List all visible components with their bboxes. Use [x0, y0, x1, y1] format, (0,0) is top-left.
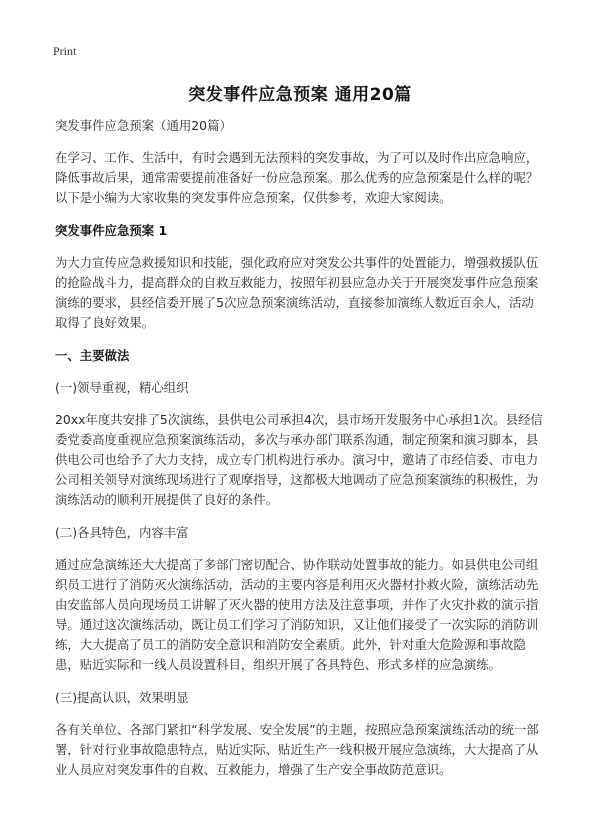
- paragraph-3: 各有关单位、各部门紧扣“科学发展、安全发展”的主题，按照应急预案演练活动的统一部署，针对行业事故隐患特点，贴近实际、贴近生产一线积极开展应急演练，大大提高了从业人员应对突发事件的自救、互救能力，增强了生产安全事故防范意识。: [55, 722, 539, 777]
- page-title: 突发事件应急预案 通用20篇: [188, 85, 412, 105]
- subheading-3: (三)提高认识，效果明显: [55, 690, 189, 705]
- subheading-1: (一)领导重视，精心组织: [55, 380, 189, 395]
- part-heading: 一、主要做法: [55, 348, 130, 363]
- subheading-2: (二)各具特色，内容丰富: [55, 525, 189, 540]
- print-link[interactable]: Print: [53, 44, 77, 58]
- document-subtitle: 突发事件应急预案（通用20篇）: [55, 118, 232, 133]
- paragraph-2: 通过应急演练还大大提高了多部门密切配合、协作联动处置事故的能力。如县供电公司组织员工进行了消防灭火演练活动，活动的主要内容是利用灭火器材扑救火险，演练活动先由安监部人员向现场员工讲解了灭火器的使用方法及注意事项，并作了火灾扑救的演示指导。通过这次演练活动，既让员工们学习了消防知识，又让他们接受了一次实际的消防训练，大大提高了员工的消防安全意识和消防安全素质。此外，针对重大危险源和事故隐患，贴近实际和一线人员设置科目，组织开展了各具特色、形式多样的应急演练。: [55, 557, 539, 672]
- document-body: [55, 116, 545, 793]
- section-paragraph: 为大力宣传应急救援知识和技能，强化政府应对突发公共事件的处置能力，增强救援队伍的抢险战斗力，提高群众的自救互救能力，按照年初县应急办关于开展突发事件应急预案演练的要求，县经信委开展了5次应急预案演练活动，直接参加演练人数近百余人，活动取得了良好效果。: [55, 255, 539, 330]
- intro-paragraph: 在学习、工作、生活中，有时会遇到无法预料的突发事故，为了可以及时作出应急响应，降低事故后果，通常需要提前准备好一份应急预案。那么优秀的应急预案是什么样的呢？以下是小编为大家收集的突发事件应急预案，仅供参考，欢迎大家阅读。: [55, 150, 539, 205]
- section-heading: 突发事件应急预案 1: [55, 223, 168, 238]
- paragraph-1: 20xx年度共安排了5次演练，县供电公司承担4次，县市场开发服务中心承担1次。县经信委党委高度重视应急预案演练活动，多次与承办部门联系沟通，制定预案和演习脚本，县供电公司也给予了大力支持，成立专门机构进行承办。演习中，邀请了市经信委、市电力公司相关领导对演练现场进行了观摩指导，这都极大地调动了应急预案演练的积极性，为演练活动的顺利开展提供了良好的条件。: [55, 412, 543, 507]
